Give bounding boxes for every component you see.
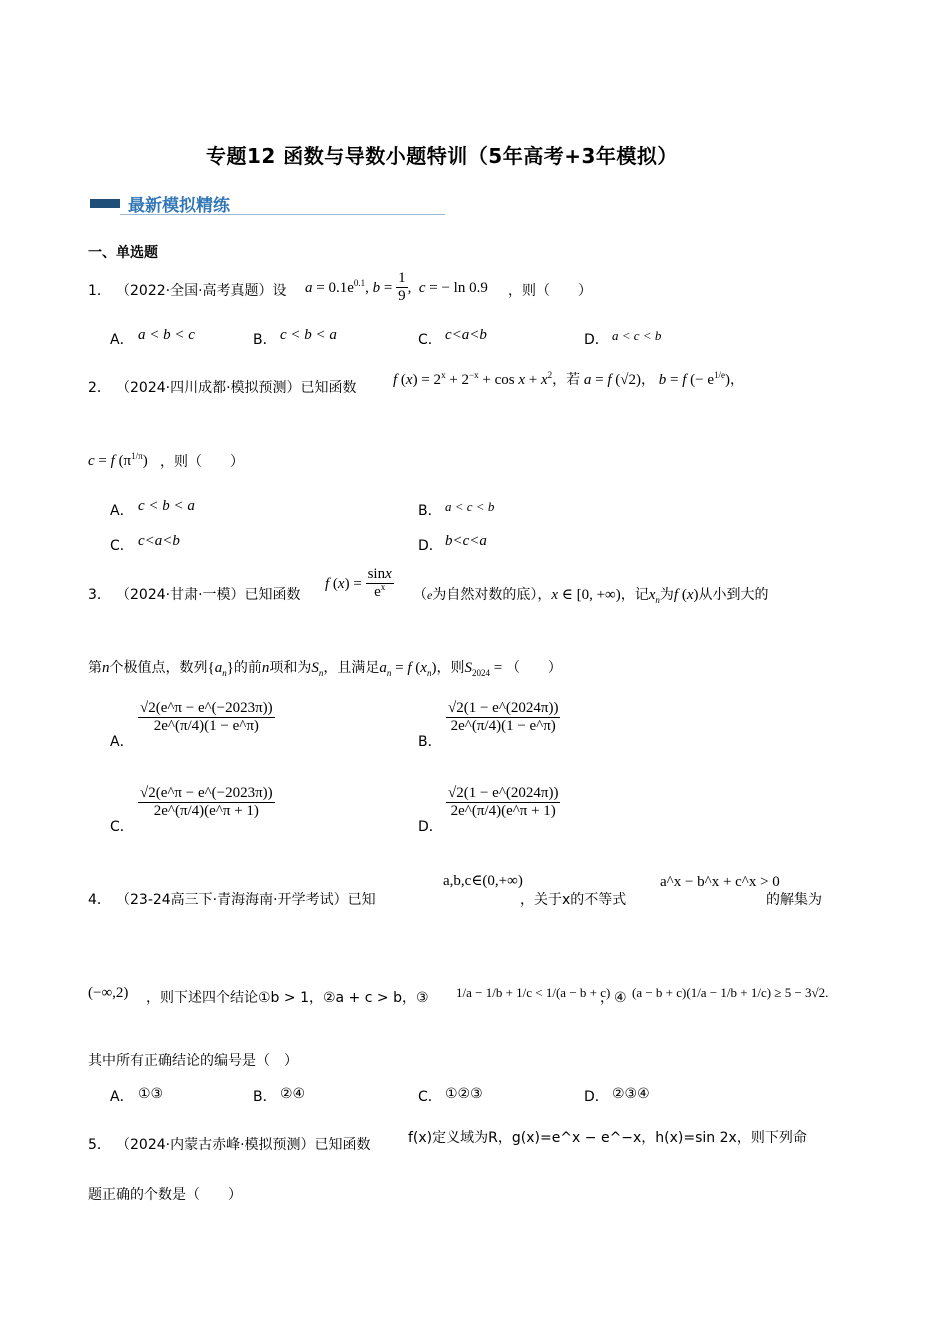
q4-inequality: a^x − b^x + c^x > 0 xyxy=(660,874,780,890)
q3-option-c: $\frac{√2(e\^{}\pi - e\^{}(-2023\pi))}{2e\^{}(\pi/4)(e\^{}\pi + 1)}$ xyxy=(140,785,273,819)
q4-source: （23-24高三下·青海海南·开学考试）已知 xyxy=(116,892,376,908)
q2-formula-c: c = f $(\pi^{1/\pi})$ xyxy=(88,451,148,469)
q1-source: （2022·全国·高考真题）设 xyxy=(116,283,287,299)
q4-option-a: ①③ xyxy=(138,1086,164,1102)
q4-option-d-label: D． xyxy=(584,1089,609,1105)
q4-interval: (−∞,2) xyxy=(88,985,129,1001)
q1-option-d: a < c < b xyxy=(612,328,662,343)
q1-option-c: c<a<b xyxy=(445,327,487,343)
q5-source: （2024·内蒙古赤峰·模拟预测）已知函数 xyxy=(116,1137,371,1153)
q2-formula: f $(x) = 2^x + 2^{-x} + \cos x + x^2$，若 a = f (√2)， b = f (− $e^{1/e}$)， xyxy=(393,370,745,388)
q4-conclusion-4: (a − b + c)(1/a − 1/b + 1/c) ≥ 5 − 3√2. xyxy=(632,985,829,1000)
q1-option-b-label: B． xyxy=(253,332,277,348)
q2-option-a-label: A． xyxy=(110,503,134,519)
q1-ask: ，则（ ） xyxy=(508,283,592,299)
q3-option-b: $\frac{√2(1 - e\^{}(2024\pi))}{2e\^{}(\pi/4)(1 - e\^{}\pi)}$ xyxy=(448,700,559,734)
q5-number: 5． xyxy=(88,1137,111,1153)
page-title: 专题12 函数与导数小题特训（5年高考+3年模拟） xyxy=(206,144,678,168)
q1-number: 1． xyxy=(88,283,111,299)
q2-option-d-label: D． xyxy=(418,538,443,554)
q4-mid: ，关于x的不等式 xyxy=(520,892,627,908)
section-heading: 一、单选题 xyxy=(88,245,158,261)
q4-line2: ，则下述四个结论①b > 1，②a + c > b，③ xyxy=(146,990,429,1006)
q2-option-b: a < c < b xyxy=(445,499,495,514)
q3-formula: f (x) = $\frac{\sin x}{e^x}$ xyxy=(325,566,392,600)
q4-number: 4． xyxy=(88,892,111,908)
q1-option-b: c < b < a xyxy=(280,327,337,343)
q2-number: 2． xyxy=(88,380,111,396)
q2-ask: ，则（ ） xyxy=(160,454,244,470)
q3-option-c-label: C． xyxy=(110,819,134,835)
q4-option-b: ②④ xyxy=(280,1086,306,1102)
q4-option-a-label: A． xyxy=(110,1089,134,1105)
q3-option-a: $\frac{√2(e\^{}\pi - e\^{}(-2023\pi))}{2e\^{}(\pi/4)(1 - e\^{}\pi)}$ xyxy=(140,700,273,734)
q2-option-a: c < b < a xyxy=(138,498,195,514)
q2-option-c: c<a<b xyxy=(138,533,180,549)
q5-text2: 题正确的个数是（ ） xyxy=(88,1187,242,1203)
q1-option-c-label: C． xyxy=(418,332,442,348)
q4-sep: ，④ xyxy=(600,990,627,1006)
q3-number: 3． xyxy=(88,587,111,603)
q5-text1: f(x)定义域为R，g(x)=e^x − e^−x，h(x)=sin 2x，则下列命 xyxy=(408,1130,807,1146)
q4-option-c-label: C． xyxy=(418,1089,442,1105)
q1-formula: $a = 0.1e^{0.1}$, b = $\frac{1}{9}$ , c = − ln 0.9 xyxy=(305,270,488,304)
q3-mid: （e为自然对数的底），x ∈ [0, +∞)，记$x_n$为f (x)从小到大的 xyxy=(413,587,769,605)
q4-tail: 的解集为 xyxy=(766,892,822,908)
q2-option-b-label: B． xyxy=(418,503,442,519)
q3-option-a-label: A． xyxy=(110,734,134,750)
q1-option-a: a < b < c xyxy=(138,327,195,343)
q2-option-c-label: C． xyxy=(110,538,134,554)
q3-source: （2024·甘肃·一模）已知函数 xyxy=(116,587,301,603)
q4-option-c: ①②③ xyxy=(445,1086,483,1102)
q4-option-b-label: B． xyxy=(253,1089,277,1105)
q4-line3: 其中所有正确结论的编号是（ ） xyxy=(88,1053,298,1069)
q2-source: （2024·四川成都·模拟预测）已知函数 xyxy=(116,380,357,396)
q1-option-a-label: A． xyxy=(110,332,134,348)
section-banner xyxy=(90,195,445,215)
banner-bar xyxy=(90,199,120,208)
q1-option-d-label: D． xyxy=(584,332,609,348)
q4-option-d: ②③④ xyxy=(612,1086,650,1102)
q3-line2: 第n个极值点，数列$\{a_n\}$的前n项和为$S_n$，且满足$a_n = f$ $(x_n)$，则$S_{2024}$ = （ ） xyxy=(88,660,562,678)
q2-option-d: b<c<a xyxy=(445,533,487,549)
q3-option-b-label: B． xyxy=(418,734,442,750)
q3-option-d: $\frac{√2(1 - e\^{}(2024\pi))}{2e\^{}(\pi/4)(e\^{}\pi + 1)}$ xyxy=(448,785,559,819)
q4-condition: a,b,c∈(0,+∞) xyxy=(443,873,523,889)
banner-text: 最新模拟精练 xyxy=(128,196,230,216)
q3-option-d-label: D． xyxy=(418,819,443,835)
q4-conclusion-3: 1/a − 1/b + 1/c < 1/(a − b + c) xyxy=(456,985,611,1000)
